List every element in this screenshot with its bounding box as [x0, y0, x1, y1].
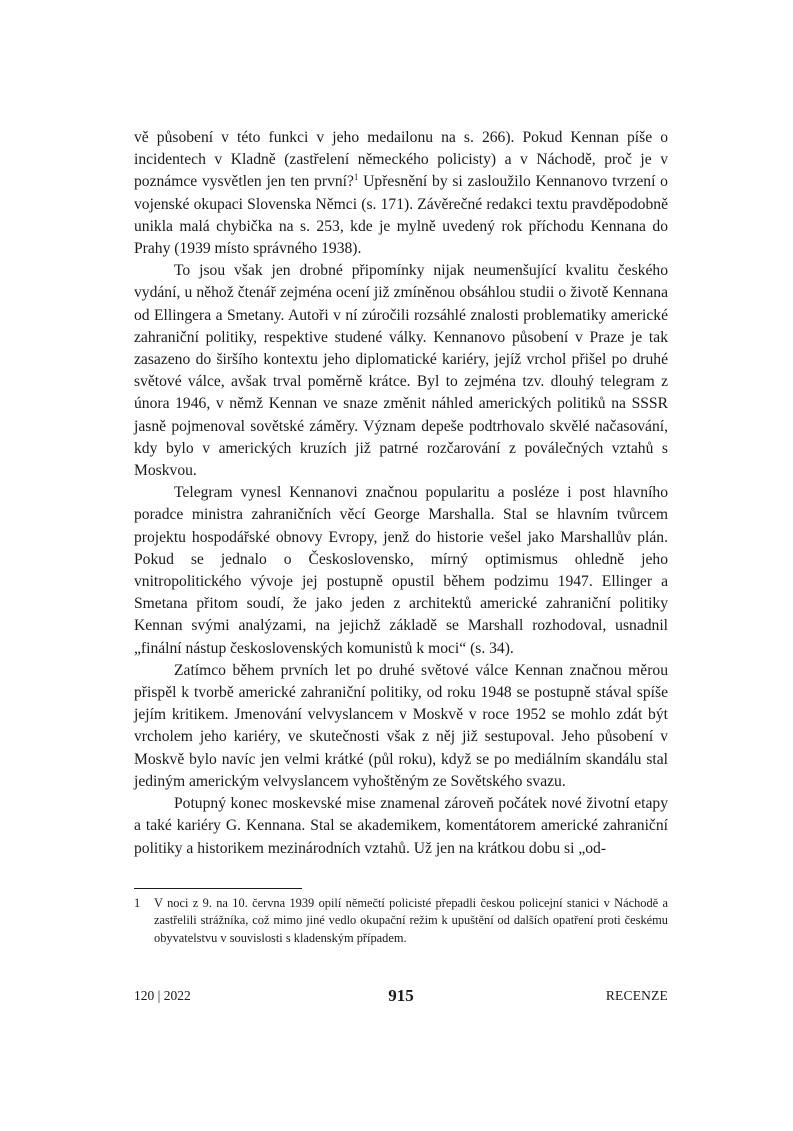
footnote-divider: [134, 888, 302, 889]
paragraph-2: To jsou však jen drobné připomínky nijak neumenšující kvalitu českého vydání, u něhož čtenář zejména ocení již zmíněnou obsáhlou studii o životě Kennana od Ellingera a Smetany. Autoři v ní zúročili rozsáhlé znalosti problematiky americké zahraniční politiky, respektive studené války. Kennanovo působení v Praze je tak zasazeno do širšího kontextu jeho diplomatické kariéry, jejíž vrchol přišel po druhé světové válce, avšak trval poměrně krátce. Byl to zejména tzv. dlouhý telegram z února 1946, v němž Kennan ve snaze změnit náhled amerických politiků na SSSR jasně pojmenoval sovětské záměry. Význam depeše podtrhovalo skvělé načasování, kdy bylo v amerických kruzích již patrné rozčarování z poválečných vztahů s Moskvou.: [134, 262, 668, 480]
footnote-number: 1: [134, 896, 141, 910]
paragraph-3: Telegram vynesl Kennanovi značnou popularitu a posléze i post hlavního poradce ministra zahraničních věcí George Marshalla. Stal se hlavním tvůrcem projektu hospodářské obnovy Evropy, jenž do historie vešel jako Marshallův plán. Pokud se jednalo o Československo, mírný optimismus ohledně jeho vnitropolitického vývoje jej postupně opustil během podzimu 1947. Ellinger a Smetana přitom soudí, že jako jeden z architektů americké zahraniční politiky Kennan svými analýzami, na jejichž základě se Marshall rozhodoval, usnadnil „finální nástup československých komunistů k moci“ (s. 34).: [134, 484, 668, 657]
paragraph-1-text-after: Upřesnění by si zasloužilo Kennanovo tvrzení o vojenské okupaci Slovenska Němci (s. 171). Závěrečné redakci textu pravděpodobně unikla malá chybička na s. 253, kde je mylně uvedený rok příchodu Kennana do Prahy (1939 místo správného 1938).: [134, 173, 668, 258]
paragraph-4: Zatímco během prvních let po druhé světové válce Kennan značnou měrou přispěl k tvorbě americké zahraniční politiky, od roku 1948 se postupně stával spíše jejím kritikem. Jmenování velvyslancem v Moskvě v roce 1952 se mohlo zdát být vrcholem jeho kariéry, ve skutečnosti však z něj již sestupoval. Jeho působení v Moskvě bylo navíc jen velmi krátké (půl roku), když se po mediálním skandálu stal jediným americkým velvyslancem vyhoštěným ze Sovětského svazu.: [134, 661, 668, 790]
footnotes: [134, 895, 668, 947]
paragraph-1: [134, 127, 668, 260]
footnote-reference: 1: [353, 172, 359, 183]
section-label: RECENZE: [605, 988, 668, 1003]
article-text: [134, 127, 668, 860]
page-number: 915: [388, 986, 414, 1005]
page-footer: [134, 986, 668, 1008]
paragraph-1-text-before: vě působení v této funkci v jeho medailonu na s. 266). Pokud Kennan píše o incidentech v Kladně (zastřelení německého policisty) a v Náchodě, proč je v poznámce vysvětlen jen ten první?: [134, 129, 668, 191]
footnote-item: [134, 895, 668, 947]
footnote-text: V noci z 9. na 10. června 1939 opilí němečtí policisté přepadli českou policejní stanici v Náchodě a zastřelili strážníka, což mimo jiné vedlo okupační režim k upuštění od dalších opatření proti českému obyvatelstvu v souvislosti s kladenským případem.: [154, 896, 668, 945]
issue-label: 120 | 2022: [134, 988, 191, 1003]
page-body: [134, 127, 668, 860]
paragraph-5: Potupný konec moskevské mise znamenal zároveň počátek nové životní etapy a také kariéry G. Kennana. Stal se akademikem, komentátorem americké zahraniční politiky a historikem mezinárodních vztahů. Už jen na krátkou dobu si „od-: [134, 795, 668, 857]
